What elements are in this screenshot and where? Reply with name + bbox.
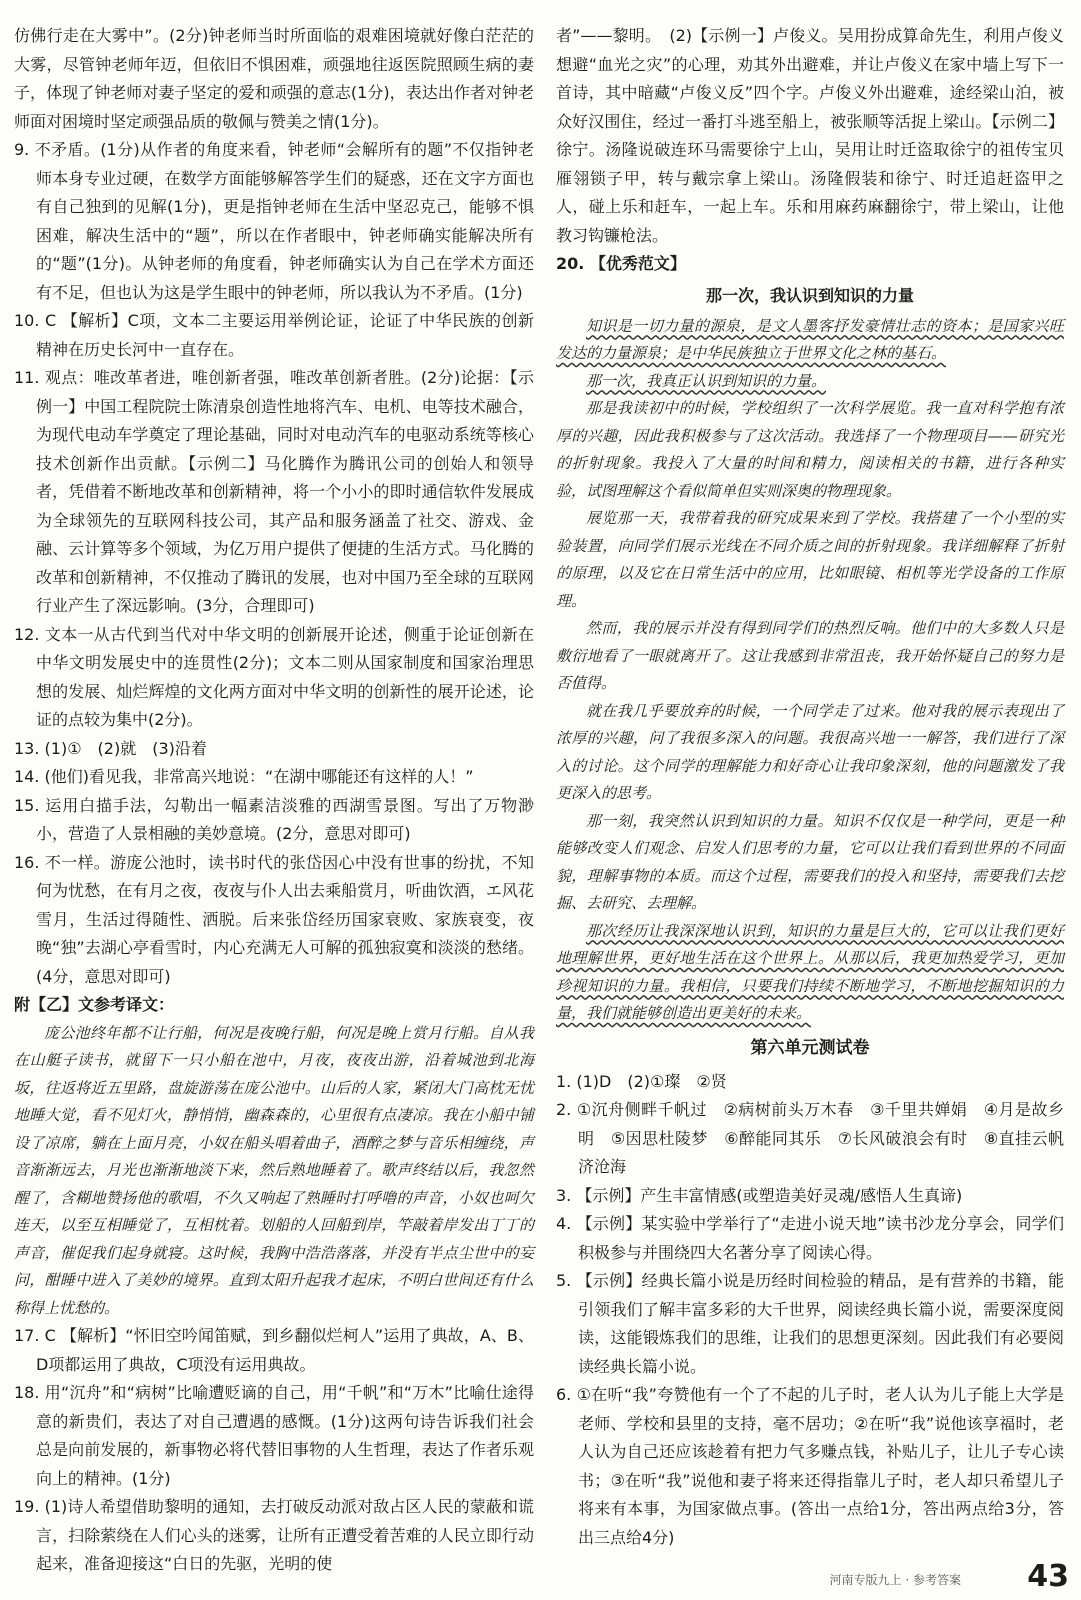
answer-10: 10. C 【解析】C项，文本二主要运用举例论证，论证了中华民族的创新精神在历史长河中一直存在。 bbox=[14, 311, 534, 359]
unit-answer-1: 1. (1)D (2)①璨 ②贤 bbox=[556, 1071, 727, 1091]
answer-16: 16. 不一样。游庞公池时，读书时代的张岱因心中没有世事的纷扰，不知何为忧愁，在有月之夜，夜夜与仆人出去乘船赏月，听曲饮酒，エ风花雪月，生活过得随性、洒脱。后来张岱经历国家衰败、家族衰变，夜晚“独”去湖心亭看雪时，内心充满无人可解的孤独寂寞和淡淡的愁绪。(4分，意思对即可) bbox=[14, 852, 534, 986]
answer-11: 11. 观点：唯改革者进，唯创新者强，唯改革创新者胜。(2分)论据：【示例一】中国工程院院士陈清泉创造性地将汽车、电机、电等技术融合，为现代电动车学奠定了理论基础，同时对电动汽车的电驱动系统等核心技术创新作出贡献。【示例二】马化腾作为腾讯公司的创始人和领导者，凭借着不断地改革和创新精神，将一个小小的即时通信软件发展成为全球领先的互联网科技公司，其产品和服务涵盖了社交、游戏、金融、云计算等多个领域，为亿万用户提供了便捷的生活方式。马化腾的改革和创新精神，不仅推动了腾讯的发展，也对中国乃至全球的互联网行业产生了深远影响。(3分，合理即可) bbox=[14, 368, 534, 615]
answer-8-continued: 仿佛行走在大雾中”。(2分)钟老师当时所面临的艰难困境就好像白茫茫的大雾，尽管钟老师年迈，但依旧不惧困难，顽强地往返医院照顾生病的妻子，体现了钟老师对妻子坚定的爱和顽强的意志(1分)，表达出作者对钟老师面对困境时坚定顽强品质的敬佩与赞美之情(1分)。 bbox=[14, 26, 534, 131]
page-footer bbox=[0, 1559, 1081, 1594]
essay-paragraph: 然而，我的展示并没有得到同学们的热烈反响。他们中的大多数人只是敷衍地看了一眼就离开了。这让我感到非常沮丧，我开始怀疑自己的努力是否值得。 bbox=[556, 619, 1064, 692]
unit-answer-6: 6. ①在听“我”夸赞他有一个了不起的儿子时，老人认为儿子能上大学是老师、学校和县里的支持，毫不居功；②在听“我”说他该享福时，老人认为自己还应该趁着有把力气多赚点钱，补贴儿子，让儿子专心读书；③在听“我”说他和妻子将来还得指靠儿子时，老人却只希望儿子将来有本事，为国家做点事。(答出一点给1分，答出两点给3分，答出三点给4分) bbox=[556, 1385, 1064, 1547]
answer-18: 18. 用“沉舟”和“病树”比喻遭贬谪的自己，用“千帆”和“万木”比喻仕途得意的新贵们，表达了对自己遭遇的感慨。(1分)这两句诗告诉我们社会总是向前发展的，新事物必将代替旧事物的人生哲理，表达了作者乐观向上的精神。(1分) bbox=[14, 1383, 534, 1488]
answer-20-heading: 20. 【优秀范文】 bbox=[556, 254, 686, 273]
unit-test-title: 第六单元测试卷 bbox=[750, 1037, 870, 1058]
answer-15: 15. 运用白描手法，勾勒出一幅素洁淡雅的西湖雪景图。写出了万物渺小，营造了人景相融的美妙意境。(2分，意思对即可) bbox=[14, 795, 534, 843]
left-column bbox=[14, 22, 534, 1579]
unit-answer-3: 3. 【示例】产生丰富情感(或塑造美好灵魂/感悟人生真谛) bbox=[556, 1185, 963, 1205]
answer-9: 9. 不矛盾。(1分)从作者的角度来看，钟老师“会解所有的题”不仅指钟老师本身专业过硬，在数学方面能够解答学生们的疑惑，还在文字方面也有自己独到的见解(1分)，更是指钟老师在生活中坚忍克己，能够不惧困难，解决生活中的“题”，所以在作者眼中，钟老师确实能解决所有的“题”(1分)。从钟老师的角度看，钟老师确实认为自己在学术方面还有不足，但也认为这是学生眼中的钟老师，所以我认为不矛盾。(1分) bbox=[14, 140, 534, 302]
footer-label: 河南专版九上 · 参考答案 bbox=[829, 1573, 961, 1587]
answer-13: 13. (1)① (2)就 (3)沿着 bbox=[14, 738, 207, 758]
essay-paragraph: 那次经历让我深深地认识到，知识的力量是巨大的，它可以让我们更好地理解世界，更好地生活在这个世界上。从那以后，我更加热爱学习，更加珍视知识的力量。我相信，只要我们持续不断地学习，不断地挖掘知识的力量，我们就能够创造出更美好的未来。 bbox=[556, 921, 1064, 1022]
essay-paragraph: 那是我读初中的时候，学校组织了一次科学展览。我一直对科学抱有浓厚的兴趣，因此我积极参与了这次活动。我选择了一个物理项目——研究光的折射现象。我投入了大量的时间和精力，阅读相关的书籍，进行各种实验，试图理解这个看似简单但实则深奥的物理现象。 bbox=[556, 399, 1064, 500]
essay-paragraph: 展览那一天，我带着我的研究成果来到了学校。我搭建了一个小型的实验装置，向同学们展示光线在不同介质之间的折射现象。我详细解释了折射的原理，以及它在日常生活中的应用，比如眼镜、相机等光学设备的工作原理。 bbox=[556, 509, 1064, 610]
unit-answer-5: 5. 【示例】经典长篇小说是历经时间检验的精品，是有营养的书籍，能引领我们了解丰富多彩的大千世界，阅读经典长篇小说，需要深度阅读，这能锻炼我们的思维，让我们的思想更深刻。因此我们有必要阅读经典长篇小说。 bbox=[556, 1271, 1064, 1376]
answer-19-continued: 者”——黎明。 (2)【示例一】卢俊义。吴用扮成算命先生，利用卢俊义想避“血光之灾”的心理，劝其外出避难，并让卢俊义在家中墙上写下一首诗，其中暗藏“卢俊义反”四个字。卢俊义外出避难，途经梁山泊，被众好汉围住，经过一番打斗逃至船上，被张顺等活捉上梁山。【示例二】徐宁。汤隆说破连环马需要徐宁上山，吴用让时迁盗取徐宁的祖传宝贝雁翎锁子甲，转与戴宗拿上梁山。汤隆假装和徐宁、时迁追赶盗甲之人，碰上乐和赶车，一起上车。乐和用麻药麻翻徐宁，带上梁山，让他教习钩镰枪法。 bbox=[556, 26, 1064, 245]
translation-heading: 附【乙】文参考译文： bbox=[14, 995, 175, 1014]
answer-17: 17. C 【解析】“怀旧空吟闻笛赋，到乡翻似烂柯人”运用了典故，A、B、D项都运用了典故，C项没有运用典故。 bbox=[14, 1326, 534, 1374]
essay-paragraph: 就在我几乎要放弃的时候，一个同学走了过来。他对我的展示表现出了浓厚的兴趣，问了我很多深入的问题。我很高兴地一一解答，我们进行了深入的讨论。这个同学的理解能力和好奇心让我印象深刻，他的问题激发了我更深入的思考。 bbox=[556, 701, 1064, 802]
unit-answer-2: 2. ①沉舟侧畔千帆过 ②病树前头万木春 ③千里共婵娟 ④月是故乡明 ⑤因思杜陵梦 ⑥醉能同其乐 ⑦长风破浪会有时 ⑧直挂云帆济沧海 bbox=[556, 1100, 1064, 1176]
page-number: 43 bbox=[1027, 1559, 1069, 1594]
essay-paragraph: 那一刻，我突然认识到知识的力量。知识不仅仅是一种学问，更是一种能够改变人们观念、启发人们思考的力量，它可以让我们看到世界的不同面貌，理解事物的本质。而这个过程，需要我们的投入和坚持，需要我们去挖掘、去研究、去理解。 bbox=[556, 811, 1064, 912]
essay-title: 那一次，我认识到知识的力量 bbox=[705, 285, 914, 305]
translation-body: 庞公池终年都不让行船，何况是夜晚行船，何况是晚上赏月行船。自从我在山艇子读书，就留下一只小船在池中，月夜，夜夜出游，沿着城池到北海坂，往返将近五里路，盘旋游荡在庞公池中。山后的人家，紧闭大门高枕无忧地睡大觉，看不见灯火，静悄悄，幽森森的，心里很有点凄凉。我在小船中铺设了凉席，躺在上面月亮，小奴在船头唱着曲子，酒醉之梦与音乐相缠绕，声音渐渐远去，月光也渐渐地淡下来，然后熟地睡着了。歌声终结以后，我忽然醒了，含糊地赞扬他的歌唱，不久又响起了熟睡时打呼噜的声音，小奴也呵欠连天，以至互相睡觉了，互相枕着。划船的人回船到岸，竿敲着岸发出丁丁的声音，催促我们起身就寝。这时候，我胸中浩浩落落，并没有半点尘世中的妄问，酣睡中进入了美妙的境界。直到太阳升起我才起床，不明白世间还有什么称得上忧愁的。 bbox=[14, 1023, 534, 1317]
answer-19: 19. (1)诗人希望借助黎明的通知，去打破反动派对敌占区人民的蒙蔽和谎言，扫除萦绕在人们心头的迷雾，让所有正遭受着苦难的人民立即行动起来，准备迎接这“白日的先驱，光明的使 bbox=[14, 1497, 534, 1573]
right-column bbox=[556, 22, 1064, 1552]
answer-14: 14. (他们)看见我，非常高兴地说：“在湖中哪能还有这样的人！” bbox=[14, 767, 474, 786]
essay-paragraph: 知识是一切力量的源泉，是文人墨客抒发豪情壮志的资本；是国家兴旺发达的力量源泉；是中华民族独立于世界文化之林的基石。 bbox=[556, 316, 1064, 362]
essay-paragraph: 那一次，我真正认识到知识的力量。 bbox=[586, 371, 827, 390]
unit-answer-4: 4. 【示例】某实验中学举行了“走进小说天地”读书沙龙分享会，同学们积极参与并围绕四大名著分享了阅读心得。 bbox=[556, 1214, 1064, 1262]
answer-12: 12. 文本一从古代到当代对中华文明的创新展开论述，侧重于论证创新在中华文明发展史中的连贯性(2分)；文本二则从国家制度和国家治理思想的发展、灿烂辉煌的文化两方面对中华文明的创新性的展开论述，论证的点较为集中(2分)。 bbox=[14, 624, 534, 729]
